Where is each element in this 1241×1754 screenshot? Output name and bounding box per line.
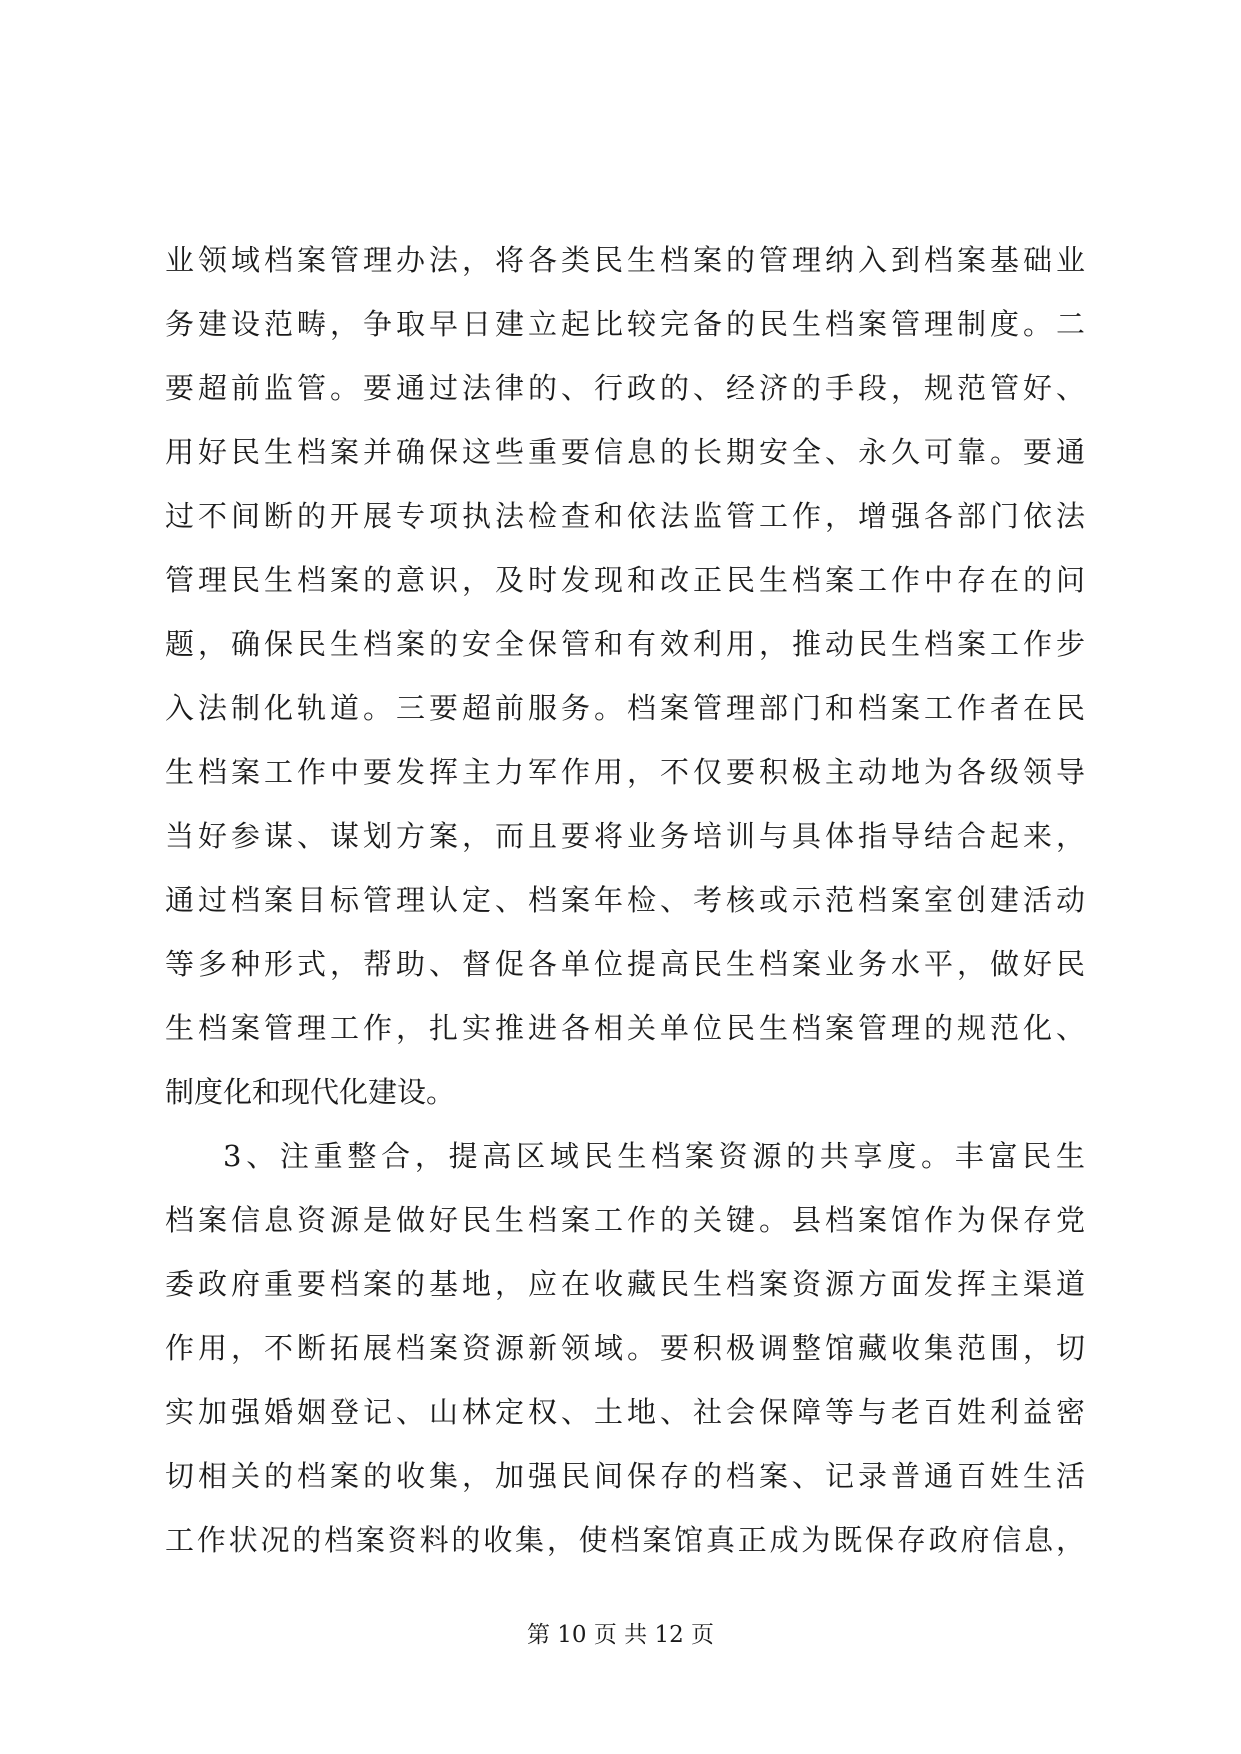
paragraph-1-line: 用好民生档案并确保这些重要信息的长期安全、永久可靠。要通 bbox=[165, 435, 1085, 469]
paragraph-2-line: 切相关的档案的收集，加强民间保存的档案、记录普通百姓生活 bbox=[165, 1459, 1085, 1493]
paragraph-1-line: 要超前监管。要通过法律的、行政的、经济的手段，规范管好、 bbox=[165, 371, 1085, 405]
paragraph-2-line: 实加强婚姻登记、山林定权、土地、社会保障等与老百姓利益密 bbox=[165, 1395, 1085, 1429]
paragraph-1-line: 通过档案目标管理认定、档案年检、考核或示范档案室创建活动 bbox=[165, 883, 1085, 917]
paragraph-1-line: 制度化和现代化建设。 bbox=[165, 1075, 456, 1109]
paragraph-2-line: 作用，不断拓展档案资源新领域。要积极调整馆藏收集范围，切 bbox=[165, 1331, 1085, 1365]
paragraph-1-line: 过不间断的开展专项执法检查和依法监管工作，增强各部门依法 bbox=[165, 499, 1085, 533]
paragraph-1-line: 题，确保民生档案的安全保管和有效利用，推动民生档案工作步 bbox=[165, 627, 1085, 661]
paragraph-1-line: 业领域档案管理办法，将各类民生档案的管理纳入到档案基础业 bbox=[165, 243, 1085, 277]
paragraph-2-line: 档案信息资源是做好民生档案工作的关键。县档案馆作为保存党 bbox=[165, 1203, 1085, 1237]
body-text bbox=[165, 228, 1085, 1572]
paragraph-1-line: 生档案工作中要发挥主力军作用，不仅要积极主动地为各级领导 bbox=[165, 755, 1085, 789]
page-number-footer: 第 10 页 共 12 页 bbox=[526, 1622, 715, 1648]
paragraph-1-line: 入法制化轨道。三要超前服务。档案管理部门和档案工作者在民 bbox=[165, 691, 1085, 725]
paragraph-2-line: 工作状况的档案资料的收集，使档案馆真正成为既保存政府信息， bbox=[165, 1523, 1085, 1557]
paragraph-1-line: 生档案管理工作，扎实推进各相关单位民生档案管理的规范化、 bbox=[165, 1011, 1085, 1045]
paragraph-2-line: 3、注重整合，提高区域民生档案资源的共享度。丰富民生 bbox=[223, 1139, 1085, 1173]
paragraph-1-line: 务建设范畴，争取早日建立起比较完备的民生档案管理制度。二 bbox=[165, 307, 1085, 341]
paragraph-1-line: 当好参谋、谋划方案，而且要将业务培训与具体指导结合起来， bbox=[165, 819, 1085, 853]
paragraph-2-line: 委政府重要档案的基地，应在收藏民生档案资源方面发挥主渠道 bbox=[165, 1267, 1085, 1301]
paragraph-1-line: 管理民生档案的意识，及时发现和改正民生档案工作中存在的问 bbox=[165, 563, 1085, 597]
paragraph-1-line: 等多种形式，帮助、督促各单位提高民生档案业务水平，做好民 bbox=[165, 947, 1085, 981]
